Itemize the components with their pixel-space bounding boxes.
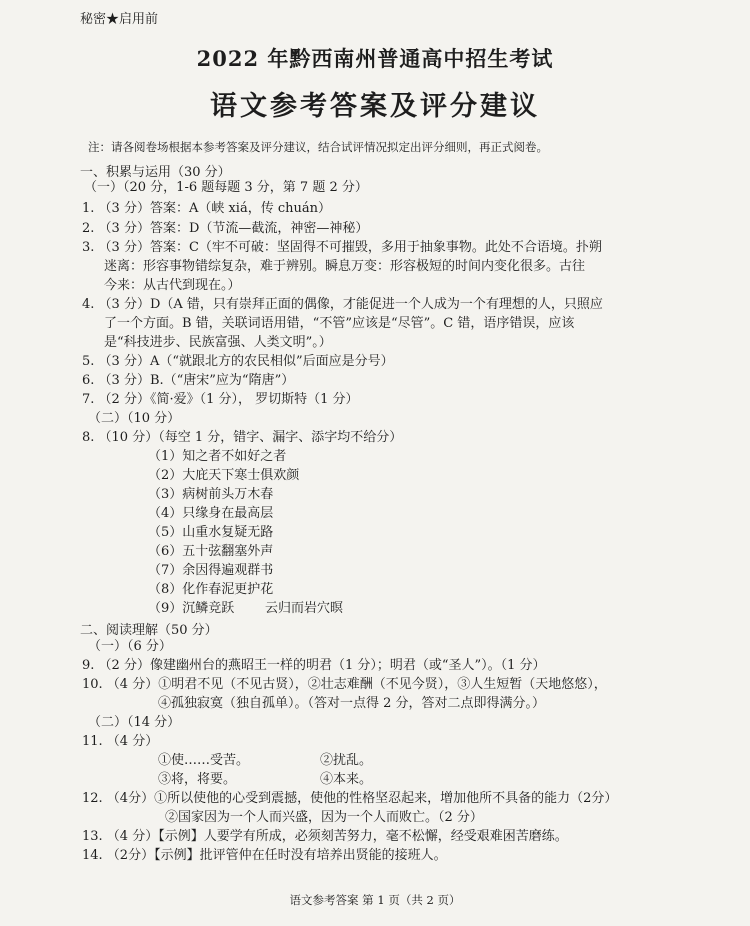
- answer-3-line1: 3. （3 分）答案：C（牢不可破：坚固得不可摧毁，多用于抽象事物。此处不合语境。扑朔: [82, 240, 602, 255]
- dictation-item: （5）山重水复疑无路: [148, 525, 274, 540]
- dictation-item: （4）只缘身在最高层: [148, 506, 274, 521]
- answer-14: 14. （2分）【示例】批评管仲在任时没有培养出贤能的接班人。: [82, 848, 447, 863]
- answer-8: 8. （10 分）（每空 1 分，错字、漏字、添字均不给分）: [82, 430, 403, 445]
- grading-note: 注：请各阅卷场根据本参考答案及评分建议，结合试评情况拟定出评分细则，再正式阅卷。: [88, 140, 548, 154]
- answer-7: 7. （2 分）《简·爱》（1 分）， 罗切斯特（1 分）: [82, 392, 359, 407]
- answer-4-line1: 4. （3 分）D（A 错，只有崇拜正面的偶像，才能促进一个人成为一个有理想的人，只照应: [82, 297, 603, 312]
- dictation-item: （1）知之者不如好之者: [148, 449, 287, 464]
- dictation-item: （6）五十弦翻塞外声: [148, 544, 274, 559]
- dictation-item: （9）沉鳞竞跃: [148, 601, 235, 616]
- section-heading: 一、积累与运用（30 分）: [80, 165, 231, 180]
- dictation-item: （8）化作春泥更护花: [148, 582, 274, 597]
- dictation-item: 云归而岩穴暝: [265, 601, 344, 616]
- answer-6: 6. （3 分）B.（“唐宋”应为“隋唐”）: [82, 373, 295, 388]
- answer-10-line2: ④孤独寂寞（独自孤单）。（答对一点得 2 分，答对二点即得满分。）: [158, 696, 546, 711]
- answer-4-line3: 是“科技进步、民族富强、人类文明”。）: [104, 335, 332, 350]
- answer-9: 9. （2 分）像建幽州台的燕昭王一样的明君（1 分）；明君（或“圣人”）。（1 分）: [82, 658, 546, 673]
- answer-5: 5. （3 分）A（“就跟北方的农民相似”后面应是分号）: [82, 354, 394, 369]
- document-title: 语文参考答案及评分建议: [210, 91, 540, 122]
- subsection-heading: （一）（20 分，1-6 题每题 3 分，第 7 题 2 分）: [84, 180, 368, 195]
- dictation-item: （7）余因得遍观群书: [148, 563, 274, 578]
- answer-2: 2. （3 分）答案：D（节流—截流，神密—神秘）: [82, 221, 369, 236]
- section-heading: 二、阅读理解（50 分）: [80, 623, 218, 638]
- answer-10-line1: 10. （4 分）①明君不见（不见古贤），②壮志难酬（不见今贤），③人生短暂（天地悠悠），: [82, 677, 607, 692]
- definition-item: ④本来。: [320, 772, 373, 787]
- exam-title: 2022 年黔西南州普通高中招生考试: [196, 46, 554, 71]
- subsection-heading: （二）（10 分）: [88, 411, 181, 426]
- confidential-mark: 秘密★启用前: [80, 12, 159, 27]
- dictation-item: （3）病树前头万木春: [148, 487, 274, 502]
- answer-12-line1: 12. （4分）①所以使他的心受到震撼，使他的性格坚忍起来，增加他所不具备的能力（2分）: [82, 791, 618, 806]
- answer-11: 11. （4 分）: [82, 734, 159, 749]
- subsection-heading: （二）（14 分）: [88, 715, 181, 730]
- definition-item: ①使……受苦。: [158, 753, 250, 768]
- answer-1: 1. （3 分）答案：A（峡 xiá，传 chuán）: [82, 201, 331, 216]
- answer-12-line2: ②国家因为一个人而兴盛，因为一个人而败亡。（2 分）: [165, 810, 483, 825]
- definition-item: ②扰乱。: [320, 753, 373, 768]
- answer-3-line2: 迷离：形容事物错综复杂，难于辨别。瞬息万变：形容极短的时间内变化很多。古往: [104, 259, 586, 274]
- answer-3-line3: 今来：从古代到现在。）: [104, 278, 241, 293]
- answer-13: 13. （4 分）【示例】人要学有所成，必须刻苦努力，毫不松懈，经受艰难困苦磨练。: [82, 829, 568, 844]
- answer-4-line2: 了一个方面。B 错，关联词语用错，“不管”应该是“尽管”。C 错，语序错误，应该: [104, 316, 575, 331]
- subsection-heading: （一）（6 分）: [88, 639, 172, 654]
- dictation-item: （2）大庇天下寒士俱欢颜: [148, 468, 300, 483]
- definition-item: ③将，将要。: [158, 772, 237, 787]
- page-footer: 语文参考答案 第 1 页（共 2 页）: [289, 893, 461, 907]
